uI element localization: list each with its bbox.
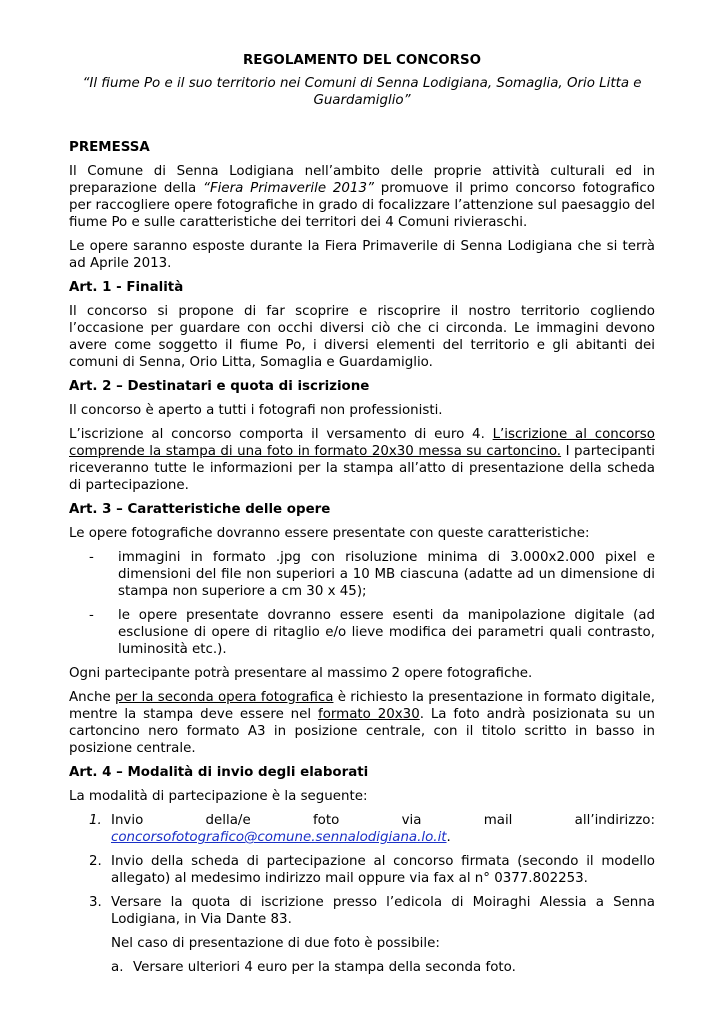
art3-second-underlined-2: formato 20x30 <box>317 707 420 722</box>
premessa-paragraph-1 <box>69 163 655 231</box>
step-3-text: Versare la quota di iscrizione presso l’edicola di Moiraghi Alessia a Senna Lodigiana, in Via Dante 83. <box>111 895 655 927</box>
art3-second-b: è richiesto la presentazione in formato digitale, mentre la stampa deve essere nel <box>69 690 655 722</box>
art4-intro: La modalità di partecipazione è la seguente: <box>69 789 368 804</box>
art2-paragraph-2 <box>69 426 655 494</box>
page-title: REGOLAMENTO DEL CONCORSO <box>242 53 481 68</box>
art3-intro: Le opere fotografiche dovranno essere presentate con queste caratteristiche: <box>69 526 590 541</box>
email-period: . <box>446 830 451 845</box>
premessa-p1-italic: “Fiera Primaverile 2013” <box>203 181 374 196</box>
art4-steps-list <box>69 812 655 928</box>
art3-second-underlined-1: per la seconda opera fotografica <box>115 690 334 705</box>
list-dash: - <box>89 550 94 565</box>
art3-max-works: Ogni partecipante potrà presentare al massimo 2 opere fotografiche. <box>69 666 533 681</box>
list-item-text: le opere presentate dovranno essere esenti da manipolazione digitale (ad esclusione di opere di ritaglio e/o lieve modifica dei parametri quali contrasto, luminosità etc.). <box>118 608 655 657</box>
premessa-p1-end: promuove il primo concorso fotografico per raccogliere opere fotografiche in grado di focalizzare l’attenzione sul paesaggio del fiume Po e sulle caratteristiche dei territori dei 4 Comuni rivieraschi. <box>69 181 655 230</box>
art3-heading: Art. 3 – Caratteristiche delle opere <box>69 502 331 517</box>
list-item <box>69 894 655 928</box>
step-1-text: Invio della/e foto via mail all’indirizzo: <box>111 813 655 828</box>
step-2-text: Invio della scheda di partecipazione al concorso firmata (secondo il modello allegato) al medesimo indirizzo mail oppure via fax al n° 0377.802253. <box>111 854 655 886</box>
list-item-text: immagini in formato .jpg con risoluzione minima di 3.000x2.000 pixel e dimensioni del file non superiori a 10 MB ciascuna (adatte ad un dimensione di stampa non superiore a cm 30 x 45); <box>118 550 655 599</box>
art3-second-work <box>69 689 655 757</box>
premessa-heading: PREMESSA <box>69 140 150 155</box>
art2-p2-underlined: L’iscrizione al concorso comprende la stampa di una foto in formato 20x30 messa su cartoncino. <box>69 427 655 459</box>
sub-item-text: Versare ulteriori 4 euro per la stampa della seconda foto. <box>133 960 516 975</box>
sub-item-letter: a. <box>111 960 124 975</box>
page-subtitle: “Il fiume Po e il suo territorio nei Comuni di Senna Lodigiana, Somaglia, Orio Litta e Guardamiglio” <box>82 76 642 108</box>
list-number: 1. <box>89 813 102 828</box>
art2-heading: Art. 2 – Destinatari e quota di iscrizione <box>69 379 370 394</box>
premessa-p1-start: Il Comune di Senna Lodigiana nell’ambito delle proprie attività culturali ed in preparazione della <box>69 164 655 196</box>
art2-p2-start: L’iscrizione al concorso comporta il versamento di euro 4. <box>69 427 493 442</box>
art2-p2-end: I partecipanti riceveranno tutte le informazioni per la stampa all’atto di presentazione della scheda di partecipazione. <box>69 444 655 493</box>
premessa-paragraph-2: Le opere saranno esposte durante la Fiera Primaverile di Senna Lodigiana che si terrà ad Aprile 2013. <box>69 239 655 271</box>
list-number: 2. <box>89 854 102 869</box>
list-item <box>69 812 655 846</box>
two-photos-note: Nel caso di presentazione di due foto è possibile: <box>111 936 440 951</box>
list-item <box>69 853 655 887</box>
sub-item-a <box>69 959 655 976</box>
art1-paragraph: Il concorso si propone di far scoprire e riscoprire il nostro territorio cogliendo l’occasione per guardare con occhi diversi ciò che ci circonda. Le immagini devono avere come soggetto il fiume Po, i diversi elementi del territorio e gli abitanti dei comuni di Senna, Orio Litta, Somaglia e Guardamiglio. <box>69 304 655 370</box>
list-item <box>69 607 655 658</box>
art3-second-c: . La foto andrà posizionata su un cartoncino nero formato A3 in posizione centrale, con il titolo scritto in basso in posizione centrale. <box>69 707 655 756</box>
art2-paragraph-1: Il concorso è aperto a tutti i fotografi non professionisti. <box>69 403 443 418</box>
email-link[interactable]: concorsofotografico@comune.sennalodigiana.lo.it <box>111 830 447 845</box>
list-dash: - <box>89 608 94 623</box>
art4-heading: Art. 4 – Modalità di invio degli elaborati <box>69 765 369 780</box>
art3-requirements-list <box>69 549 655 658</box>
list-item <box>69 549 655 600</box>
art3-second-a: Anche <box>69 690 116 705</box>
document-page <box>69 52 655 976</box>
list-number: 3. <box>89 895 102 910</box>
art1-heading: Art. 1 - Finalità <box>69 280 184 295</box>
